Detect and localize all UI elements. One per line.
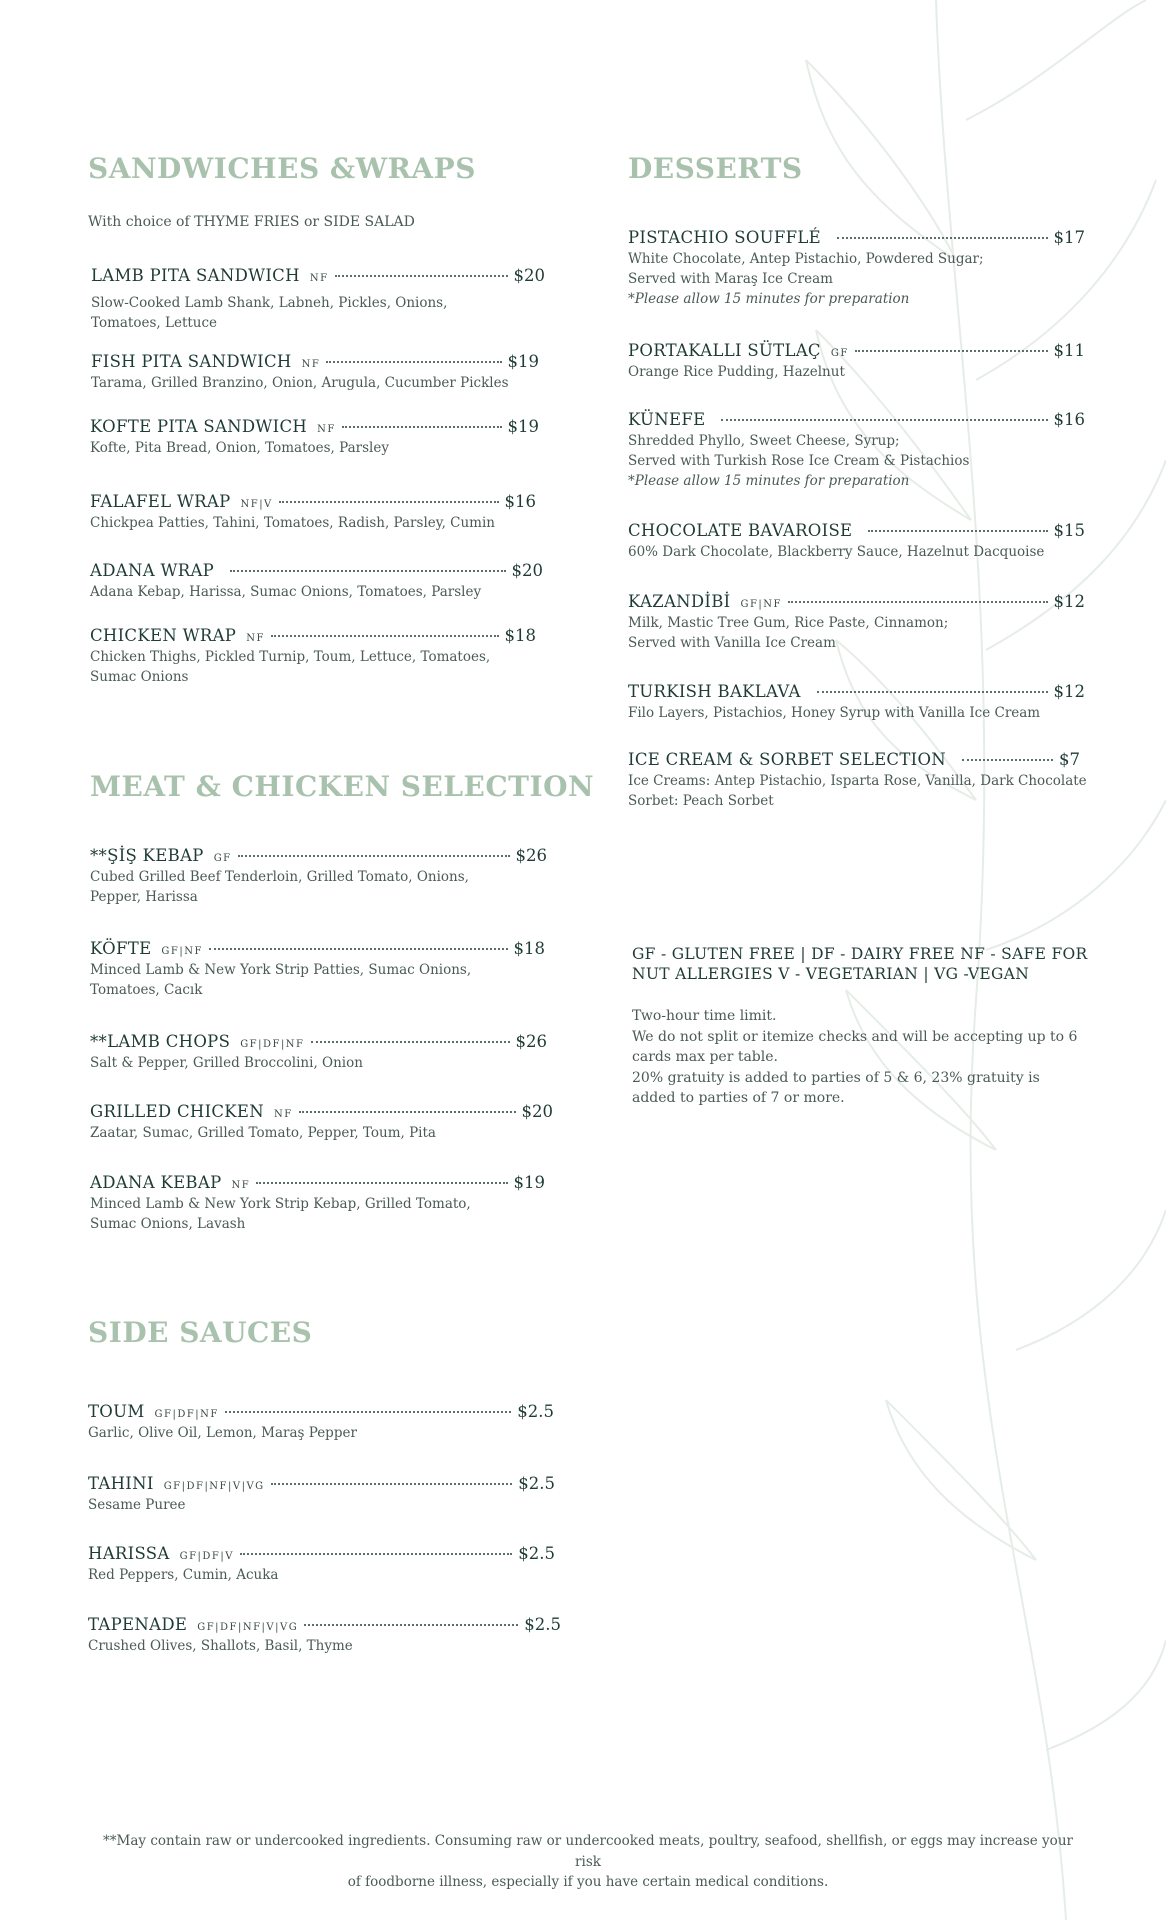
menu-item-sis-kebap <box>90 846 547 907</box>
item-name: **ŞİŞ KEBAP <box>90 846 204 865</box>
item-description: 60% Dark Chocolate, Blackberry Sauce, Hazelnut Dacquoise <box>628 544 1045 560</box>
food-safety-disclaimer: **May contain raw or undercooked ingredients. Consuming raw or undercooked meats, poultry, seafood, shellfish, or eggs may increase your risk of foodborne illness, especially if you have certain medical conditions. <box>103 1833 1073 1890</box>
dietary-legend: GF - GLUTEN FREE | DF - DAIRY FREE NF - SAFE FOR NUT ALLERGIES V - VEGETARIAN | VG -VEGAN <box>632 945 1088 983</box>
item-description: Sesame Puree <box>88 1497 186 1513</box>
item-price: $15 <box>1053 521 1085 540</box>
item-name: KÖFTE <box>90 939 152 958</box>
item-price: $18 <box>513 939 545 958</box>
item-tags: NF <box>309 273 329 284</box>
sandwiches-subtitle: With choice of THYME FRIES or SIDE SALAD <box>88 214 415 230</box>
item-name: CHICKEN WRAP <box>90 626 237 645</box>
menu-item-chocolate-bavaroise <box>628 521 1085 562</box>
item-name: **LAMB CHOPS <box>90 1032 231 1051</box>
item-name: ICE CREAM & SORBET SELECTION <box>628 750 947 769</box>
menu-item-lamb-chops <box>90 1032 547 1073</box>
item-price: $12 <box>1053 592 1085 611</box>
menu-item-kofte <box>90 939 545 1000</box>
item-name: LAMB PITA SANDWICH <box>91 266 300 285</box>
item-price: $17 <box>1053 228 1085 247</box>
item-description: Crushed Olives, Shallots, Basil, Thyme <box>88 1638 353 1654</box>
menu-item-kofte-pita-sandwich <box>90 417 539 458</box>
menu-item-adana-kebap <box>90 1173 545 1234</box>
item-name: KOFTE PITA SANDWICH <box>90 417 308 436</box>
menu-item-harissa <box>88 1544 555 1585</box>
menu-item-kazandibi <box>628 592 1085 653</box>
item-name: ADANA WRAP <box>90 561 215 580</box>
item-price: $20 <box>513 266 545 285</box>
item-price: $26 <box>515 1032 547 1051</box>
item-description: Slow-Cooked Lamb Shank, Labneh, Pickles, Onions, Tomatoes, Lettuce <box>91 295 448 331</box>
item-name: TAPENADE <box>88 1615 188 1634</box>
item-price: $26 <box>515 846 547 865</box>
item-name: TAHINI <box>88 1474 154 1493</box>
menu-item-toum <box>88 1402 554 1443</box>
item-name: PORTAKALLI SÜTLAÇ <box>628 341 821 360</box>
menu-item-kunefe <box>628 410 1085 491</box>
item-tags: NF <box>301 359 321 370</box>
item-price: $12 <box>1053 682 1085 701</box>
item-price: $20 <box>511 561 543 580</box>
item-description: Minced Lamb & New York Strip Patties, Sumac Onions, Tomatoes, Cacık <box>90 962 472 998</box>
item-description: Shredded Phyllo, Sweet Cheese, Syrup; Served with Turkish Rose Ice Cream & Pistachios *Please allow 15 minutes for preparation <box>628 433 970 489</box>
item-tags: GF <box>213 853 232 864</box>
item-name: FISH PITA SANDWICH <box>91 352 292 371</box>
item-description: Milk, Mastic Tree Gum, Rice Paste, Cinnamon; Served with Vanilla Ice Cream <box>628 615 949 651</box>
item-price: $16 <box>504 492 536 511</box>
item-description: Minced Lamb & New York Strip Kebap, Grilled Tomato, Sumac Onions, Lavash <box>90 1196 471 1232</box>
item-name: GRILLED CHICKEN <box>90 1102 265 1121</box>
item-description: Garlic, Olive Oil, Lemon, Maraş Pepper <box>88 1425 357 1441</box>
section-title-sandwiches: SANDWICHES &WRAPS <box>88 152 476 185</box>
item-price: $19 <box>513 1173 545 1192</box>
item-tags: GF|DF|NF <box>154 1409 219 1420</box>
item-description: Filo Layers, Pistachios, Honey Syrup with Vanilla Ice Cream <box>628 705 1041 721</box>
item-description: Ice Creams: Antep Pistachio, Isparta Rose, Vanilla, Dark Chocolate Sorbet: Peach Sorbet <box>628 773 1087 809</box>
item-name: FALAFEL WRAP <box>90 492 231 511</box>
item-tags: GF|DF|NF|V|VG <box>163 1481 265 1492</box>
item-price: $11 <box>1053 341 1085 360</box>
menu-item-adana-wrap <box>90 561 543 602</box>
item-name: HARISSA <box>88 1544 170 1563</box>
item-tags: NF <box>317 424 336 435</box>
item-name: TURKISH BAKLAVA <box>628 682 801 701</box>
item-price: $2.5 <box>517 1402 554 1421</box>
item-tags: GF|NF <box>740 599 782 610</box>
item-description: Tarama, Grilled Branzino, Onion, Arugula, Cucumber Pickles <box>91 375 509 391</box>
item-price: $20 <box>521 1102 553 1121</box>
menu-item-pistachio-souffle <box>628 228 1085 309</box>
item-description: Red Peppers, Cumin, Acuka <box>88 1567 279 1583</box>
item-description: Salt & Pepper, Grilled Broccolini, Onion <box>90 1055 363 1071</box>
item-name: CHOCOLATE BAVAROISE <box>628 521 853 540</box>
menu-item-fish-pita-sandwich <box>91 352 539 393</box>
section-title-desserts: DESSERTS <box>628 152 803 185</box>
item-price: $19 <box>507 417 539 436</box>
menu-item-falafel-wrap <box>90 492 536 533</box>
menu-item-lamb-pita-sandwich <box>91 266 545 333</box>
item-price: $18 <box>504 626 536 645</box>
item-name: TOUM <box>88 1402 145 1421</box>
item-price: $16 <box>1053 410 1085 429</box>
item-tags: NF <box>246 633 265 644</box>
item-name: KAZANDİBİ <box>628 592 731 611</box>
item-tags: GF <box>830 348 849 359</box>
item-description: Orange Rice Pudding, Hazelnut <box>628 364 845 380</box>
item-price: $7 <box>1059 750 1080 769</box>
item-name: PISTACHIO SOUFFLÉ <box>628 228 821 247</box>
policy-notes: Two-hour time limit. We do not split or itemize checks and will be accepting up to 6 cards max per table. 20% gratuity is added to parties of 5 & 6, 23% gratuity is added to parties of 7 or more. <box>632 1008 1078 1106</box>
item-price: $2.5 <box>518 1474 555 1493</box>
item-price: $19 <box>507 352 539 371</box>
item-description: Chicken Thighs, Pickled Turnip, Toum, Lettuce, Tomatoes, Sumac Onions <box>90 649 491 685</box>
item-tags: GF|DF|NF <box>240 1039 305 1050</box>
menu-item-turkish-baklava <box>628 682 1085 723</box>
item-name: KÜNEFE <box>628 410 706 429</box>
item-description: Kofte, Pita Bread, Onion, Tomatoes, Parsley <box>90 440 389 456</box>
item-price: $2.5 <box>524 1615 561 1634</box>
menu-item-grilled-chicken <box>90 1102 553 1143</box>
menu-item-portakalli-sutlac <box>628 341 1085 382</box>
item-tags: NF <box>231 1180 251 1191</box>
item-tags: GF|NF <box>161 946 203 957</box>
menu-item-tahini <box>88 1474 555 1515</box>
item-name: ADANA KEBAP <box>90 1173 222 1192</box>
item-tags: NF|V <box>240 499 273 510</box>
item-description: Chickpea Patties, Tahini, Tomatoes, Radish, Parsley, Cumin <box>90 515 495 531</box>
item-tags: GF|DF|NF|V|VG <box>197 1622 299 1633</box>
item-tags: NF <box>274 1109 293 1120</box>
menu-item-tapenade <box>88 1615 561 1656</box>
item-description: Cubed Grilled Beef Tenderloin, Grilled Tomato, Onions, Pepper, Harissa <box>90 869 469 905</box>
item-description: White Chocolate, Antep Pistachio, Powdered Sugar; Served with Maraş Ice Cream *Please allow 15 minutes for preparation <box>628 251 984 307</box>
item-description: Adana Kebap, Harissa, Sumac Onions, Tomatoes, Parsley <box>90 584 482 600</box>
item-price: $2.5 <box>518 1544 555 1563</box>
item-tags: GF|DF|V <box>179 1551 234 1562</box>
section-title-sauces: SIDE SAUCES <box>88 1316 313 1349</box>
item-description: Zaatar, Sumac, Grilled Tomato, Pepper, Toum, Pita <box>90 1125 436 1141</box>
menu-item-ice-cream-sorbet <box>628 750 1087 811</box>
menu-item-chicken-wrap <box>90 626 536 687</box>
section-title-meat: MEAT & CHICKEN SELECTION <box>90 770 595 803</box>
